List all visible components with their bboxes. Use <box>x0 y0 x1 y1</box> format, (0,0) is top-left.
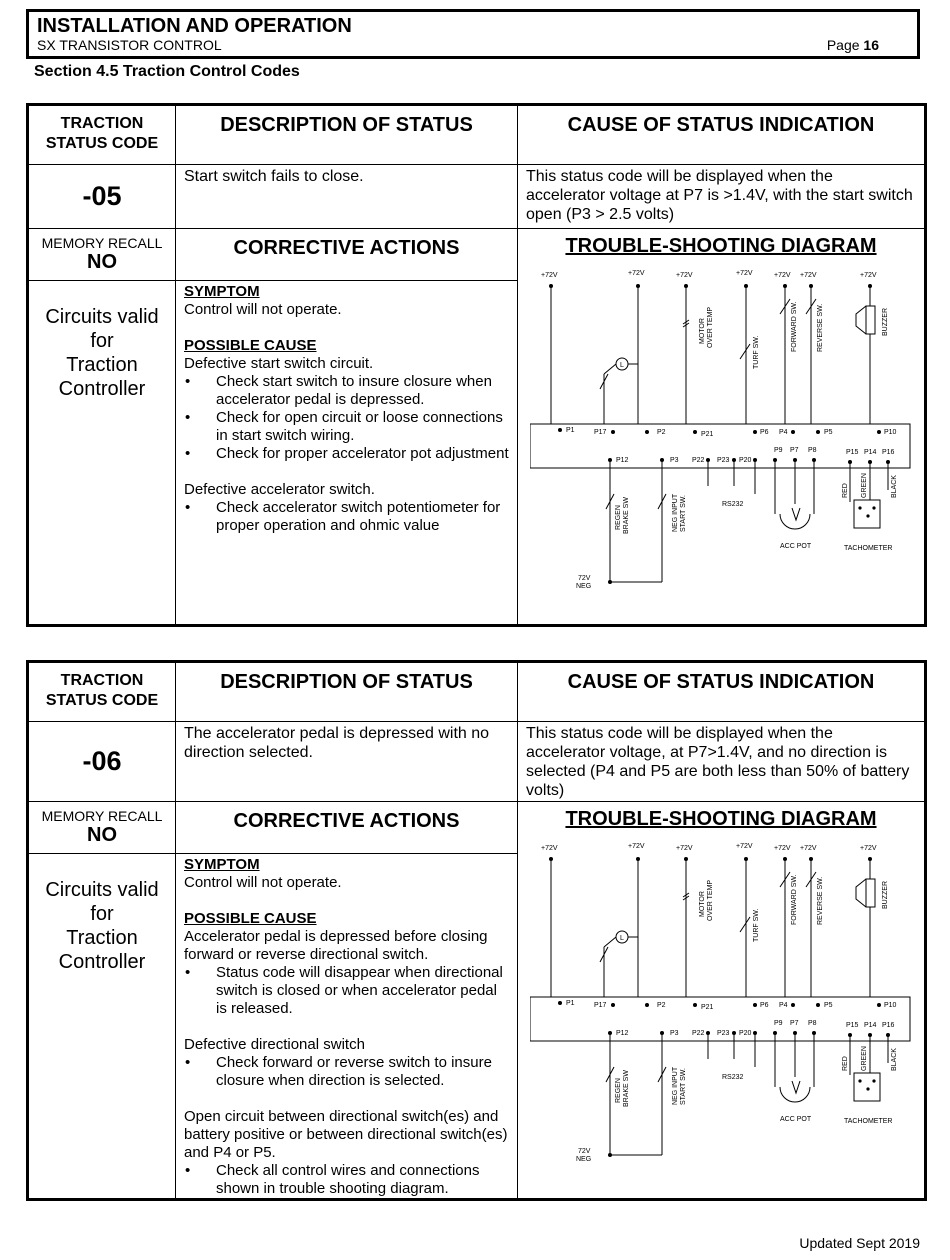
wire-color-label: RED <box>842 1056 849 1071</box>
bullet-item: • Check accelerator switch potentiometer for proper operation and ohmic value <box>185 499 501 534</box>
wire-color-label: RED <box>842 483 849 498</box>
bullet-item: • Check for open circuit or loose connections in start switch wiring. <box>185 409 503 444</box>
neg-label: NEG <box>576 1156 592 1163</box>
neg-label: 72V <box>578 1148 591 1155</box>
diagram-cell <box>518 802 926 1200</box>
page-number: Page 16 <box>826 37 879 53</box>
motor-label: MOTOR <box>699 891 706 917</box>
diagram-slot <box>518 837 924 1177</box>
v72-label: +72V <box>676 272 693 279</box>
v72-label: +72V <box>774 845 791 852</box>
pin-label: P14 <box>864 1022 877 1029</box>
pin-label: P5 <box>824 1002 833 1009</box>
section-title: Section 4.5 Traction Control Codes <box>34 63 300 80</box>
pin-label: P6 <box>760 429 769 436</box>
pin-label: P10 <box>884 1002 897 1009</box>
buzzer-label: BUZZER <box>882 881 889 909</box>
pin-label: P12 <box>616 1030 629 1037</box>
pin-label: P2 <box>657 429 666 436</box>
motor-label: OVER TEMP <box>707 879 714 921</box>
turf-sw-label: TURF SW. <box>753 335 760 369</box>
symptom-text: Control will not operate. <box>184 301 342 318</box>
pin-label: P16 <box>882 1022 895 1029</box>
pin-label: P12 <box>616 457 629 464</box>
lamp-label: L <box>620 362 624 369</box>
cause-header: CAUSE OF STATUS INDICATION <box>518 105 926 165</box>
memory-recall: MEMORY RECALL NO <box>28 229 176 281</box>
pin-label: P16 <box>882 449 895 456</box>
cause-paragraph: Defective accelerator switch. <box>184 481 375 498</box>
regen-label: BRAKE SW <box>623 497 630 534</box>
diagram-title: TROUBLE-SHOOTING DIAGRAM <box>565 808 877 830</box>
pin-label: P2 <box>657 1002 666 1009</box>
pin-label: P15 <box>846 1022 859 1029</box>
pin-label: P3 <box>670 1030 679 1037</box>
motor-label: OVER TEMP <box>707 306 714 348</box>
status-cause: This status code will be displayed when the accelerator voltage, at P7>1.4V, and no direction is selected (P4 and P5 are both less than 50% of battery volts) <box>518 722 926 802</box>
forward-sw-label: FORWARD SW. <box>791 874 798 925</box>
status-cause: This status code will be displayed when the accelerator voltage at P7 is >1.4V, with the start switch open (P3 > 2.5 volts) <box>518 165 926 229</box>
pin-label: P1 <box>566 1000 575 1007</box>
neg-input-label: START SW. <box>680 1068 687 1105</box>
possible-cause-heading: POSSIBLE CAUSE <box>184 337 317 354</box>
status-description: Start switch fails to close. <box>176 165 518 229</box>
code-header: TRACTION STATUS CODE <box>28 105 176 165</box>
neg-input-label: NEG INPUT <box>672 493 679 532</box>
corrective-header: CORRECTIVE ACTIONS <box>176 229 518 281</box>
lamp-label: L <box>620 935 624 942</box>
regen-label: REGEN <box>615 1078 622 1103</box>
wire-color-label: BLACK <box>891 475 898 498</box>
pin-label: P23 <box>717 1030 730 1037</box>
corrective-actions <box>176 854 518 1200</box>
bullet-item: • Check for proper accelerator pot adjustment <box>185 445 509 462</box>
pin-label: P7 <box>790 447 799 454</box>
pin-label: P7 <box>790 1020 799 1027</box>
status-code: -06 <box>28 722 176 802</box>
regen-label: REGEN <box>615 505 622 530</box>
pin-label: P21 <box>701 1004 714 1011</box>
regen-label: BRAKE SW <box>623 1070 630 1107</box>
rs232-label: RS232 <box>722 1074 744 1081</box>
status-code-table-05 <box>26 103 927 627</box>
circuits-valid: Circuits valid for Traction Controller <box>28 854 176 1200</box>
tachometer-label: TACHOMETER <box>844 1118 893 1125</box>
pin-label: P8 <box>808 1020 817 1027</box>
wire-color-label: BLACK <box>891 1048 898 1071</box>
v72-label: +72V <box>541 845 558 852</box>
corrective-actions <box>176 281 518 626</box>
v72-label: +72V <box>860 845 877 852</box>
v72-label: +72V <box>736 270 753 277</box>
v72-label: +72V <box>860 272 877 279</box>
turf-sw-label: TURF SW. <box>753 908 760 942</box>
neg-label: 72V <box>578 575 591 582</box>
forward-sw-label: FORWARD SW. <box>791 301 798 352</box>
corrective-header: CORRECTIVE ACTIONS <box>176 802 518 854</box>
acc-pot-label: ACC POT <box>780 543 812 550</box>
v72-label: +72V <box>541 272 558 279</box>
pin-label: P6 <box>760 1002 769 1009</box>
v72-label: +72V <box>800 845 817 852</box>
acc-pot-label: ACC POT <box>780 1116 812 1123</box>
cause-header: CAUSE OF STATUS INDICATION <box>518 662 926 722</box>
pin-label: P4 <box>779 429 788 436</box>
cause-paragraph: Open circuit between directional switch(es) and battery positive or between directional switch(es) and P4 or P5. <box>184 1108 508 1161</box>
pin-label: P22 <box>692 1030 705 1037</box>
pin-label: P22 <box>692 457 705 464</box>
pin-label: P4 <box>779 1002 788 1009</box>
description-header: DESCRIPTION OF STATUS <box>176 662 518 722</box>
cause-paragraph: Defective directional switch <box>184 1036 365 1053</box>
neg-label: NEG <box>576 583 592 590</box>
v72-label: +72V <box>676 845 693 852</box>
symptom-heading: SYMPTOM <box>184 283 260 300</box>
cause-paragraph: Accelerator pedal is depressed before closing forward or reverse directional switch. <box>184 928 488 963</box>
tachometer-label: TACHOMETER <box>844 545 893 552</box>
pin-label: P8 <box>808 447 817 454</box>
footer-updated: Updated Sept 2019 <box>799 1235 920 1251</box>
status-code-table-06 <box>26 660 927 1201</box>
cause-paragraph: Defective start switch circuit. <box>184 355 374 372</box>
bullet-item: • Check all control wires and connections shown in trouble shooting diagram. <box>185 1162 480 1197</box>
v72-label: +72V <box>736 843 753 850</box>
pin-label: P9 <box>774 1020 783 1027</box>
memory-recall: MEMORY RECALL NO <box>28 802 176 854</box>
trouble-shooting-diagram <box>530 837 914 1177</box>
document-subtitle: SX TRANSISTOR CONTROL <box>37 37 222 53</box>
page-header <box>26 9 920 59</box>
reverse-sw-label: REVERSE SW. <box>817 303 824 352</box>
pin-label: P17 <box>594 1002 607 1009</box>
code-header: TRACTION STATUS CODE <box>28 662 176 722</box>
possible-cause-heading: POSSIBLE CAUSE <box>184 910 317 927</box>
bullet-item: • Check start switch to insure closure when accelerator pedal is depressed. <box>185 373 492 408</box>
document-title: INSTALLATION AND OPERATION <box>37 15 352 37</box>
diagram-title: TROUBLE-SHOOTING DIAGRAM <box>565 235 877 257</box>
pin-label: P20 <box>739 457 752 464</box>
circuits-valid: Circuits valid for Traction Controller <box>28 281 176 626</box>
pin-label: P23 <box>717 457 730 464</box>
status-code: -05 <box>28 165 176 229</box>
pin-label: P17 <box>594 429 607 436</box>
pin-label: P1 <box>566 427 575 434</box>
bullet-item: • Check forward or reverse switch to insure closure when direction is selected. <box>185 1054 492 1089</box>
diagram-slot <box>518 264 924 604</box>
wire-color-label: GREEN <box>861 473 868 498</box>
symptom-text: Control will not operate. <box>184 874 342 891</box>
pin-label: P14 <box>864 449 877 456</box>
v72-label: +72V <box>628 843 645 850</box>
pin-label: P15 <box>846 449 859 456</box>
reverse-sw-label: REVERSE SW. <box>817 876 824 925</box>
motor-label: MOTOR <box>699 318 706 344</box>
pin-label: P9 <box>774 447 783 454</box>
pin-label: P3 <box>670 457 679 464</box>
v72-label: +72V <box>774 272 791 279</box>
trouble-shooting-diagram <box>530 264 914 604</box>
symptom-heading: SYMPTOM <box>184 856 260 873</box>
wire-color-label: GREEN <box>861 1046 868 1071</box>
v72-label: +72V <box>628 270 645 277</box>
pin-label: P5 <box>824 429 833 436</box>
status-description: The accelerator pedal is depressed with no direction selected. <box>176 722 518 802</box>
description-header: DESCRIPTION OF STATUS <box>176 105 518 165</box>
pin-label: P10 <box>884 429 897 436</box>
neg-input-label: NEG INPUT <box>672 1066 679 1105</box>
diagram-cell <box>518 229 926 626</box>
v72-label: +72V <box>800 272 817 279</box>
pin-label: P20 <box>739 1030 752 1037</box>
bullet-item: • Status code will disappear when directional switch is closed or when accelerator pedal is released. <box>185 964 503 1017</box>
buzzer-label: BUZZER <box>882 308 889 336</box>
neg-input-label: START SW. <box>680 495 687 532</box>
pin-label: P21 <box>701 431 714 438</box>
rs232-label: RS232 <box>722 501 744 508</box>
